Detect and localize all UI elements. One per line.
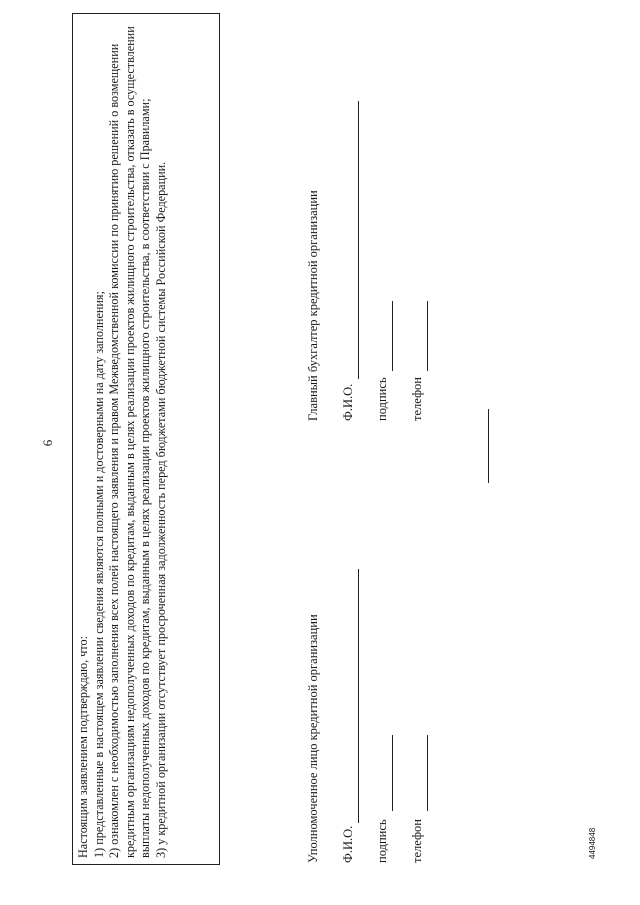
authorized-sign-field[interactable] xyxy=(392,735,393,811)
authorized-fio-field[interactable] xyxy=(358,569,359,823)
authorized-phone-field[interactable] xyxy=(427,735,428,811)
authorized-sign-label: подпись xyxy=(375,819,389,863)
statement-box xyxy=(72,13,220,865)
authorized-fio-label: Ф.И.О. xyxy=(341,825,355,863)
separator-line xyxy=(488,409,489,483)
statement-item-2: 2) ознакомлен с необходимостью заполнения всех полей настоящего заявления и правом Межведомственной комиссии по принятию решений о возмещении кредитным организациям недополученных доходов по кредитам, выданным в целях реализации проектов жилищного строительства, отказать в осуществлении выплаты недополученных доходов по кредитам, выданным в целях реализации проектов жилищного строительства, в соответствии с Правилами; xyxy=(107,26,153,858)
statement-item-1: 1) представленные в настоящем заявлении сведения являются полными и достоверными на дату заполнения; xyxy=(91,291,106,858)
accountant-phone-label: телефон xyxy=(410,377,424,421)
accountant-phone-field[interactable] xyxy=(427,301,428,371)
rotated-page xyxy=(0,3,640,903)
authorized-title: Уполномоченное лицо кредитной организации xyxy=(306,614,320,863)
authorized-phone-label: телефон xyxy=(410,819,424,863)
accountant-fio-label: Ф.И.О. xyxy=(341,383,355,421)
accountant-sign-field[interactable] xyxy=(392,301,393,371)
accountant-fio-field[interactable] xyxy=(358,101,359,379)
document-code: 4494848 xyxy=(588,827,597,859)
accountant-title: Главный бухгалтер кредитной организации xyxy=(306,190,320,421)
statement-intro: Настоящим заявлением подтверждаю, что: xyxy=(76,635,90,858)
accountant-sign-label: подпись xyxy=(375,377,389,421)
page-number: 6 xyxy=(40,439,55,447)
statement-item-3: 3) у кредитной организации отсутствует просроченная задолженность перед бюджетами бюджетной системы Российской Федерации. xyxy=(153,161,168,858)
